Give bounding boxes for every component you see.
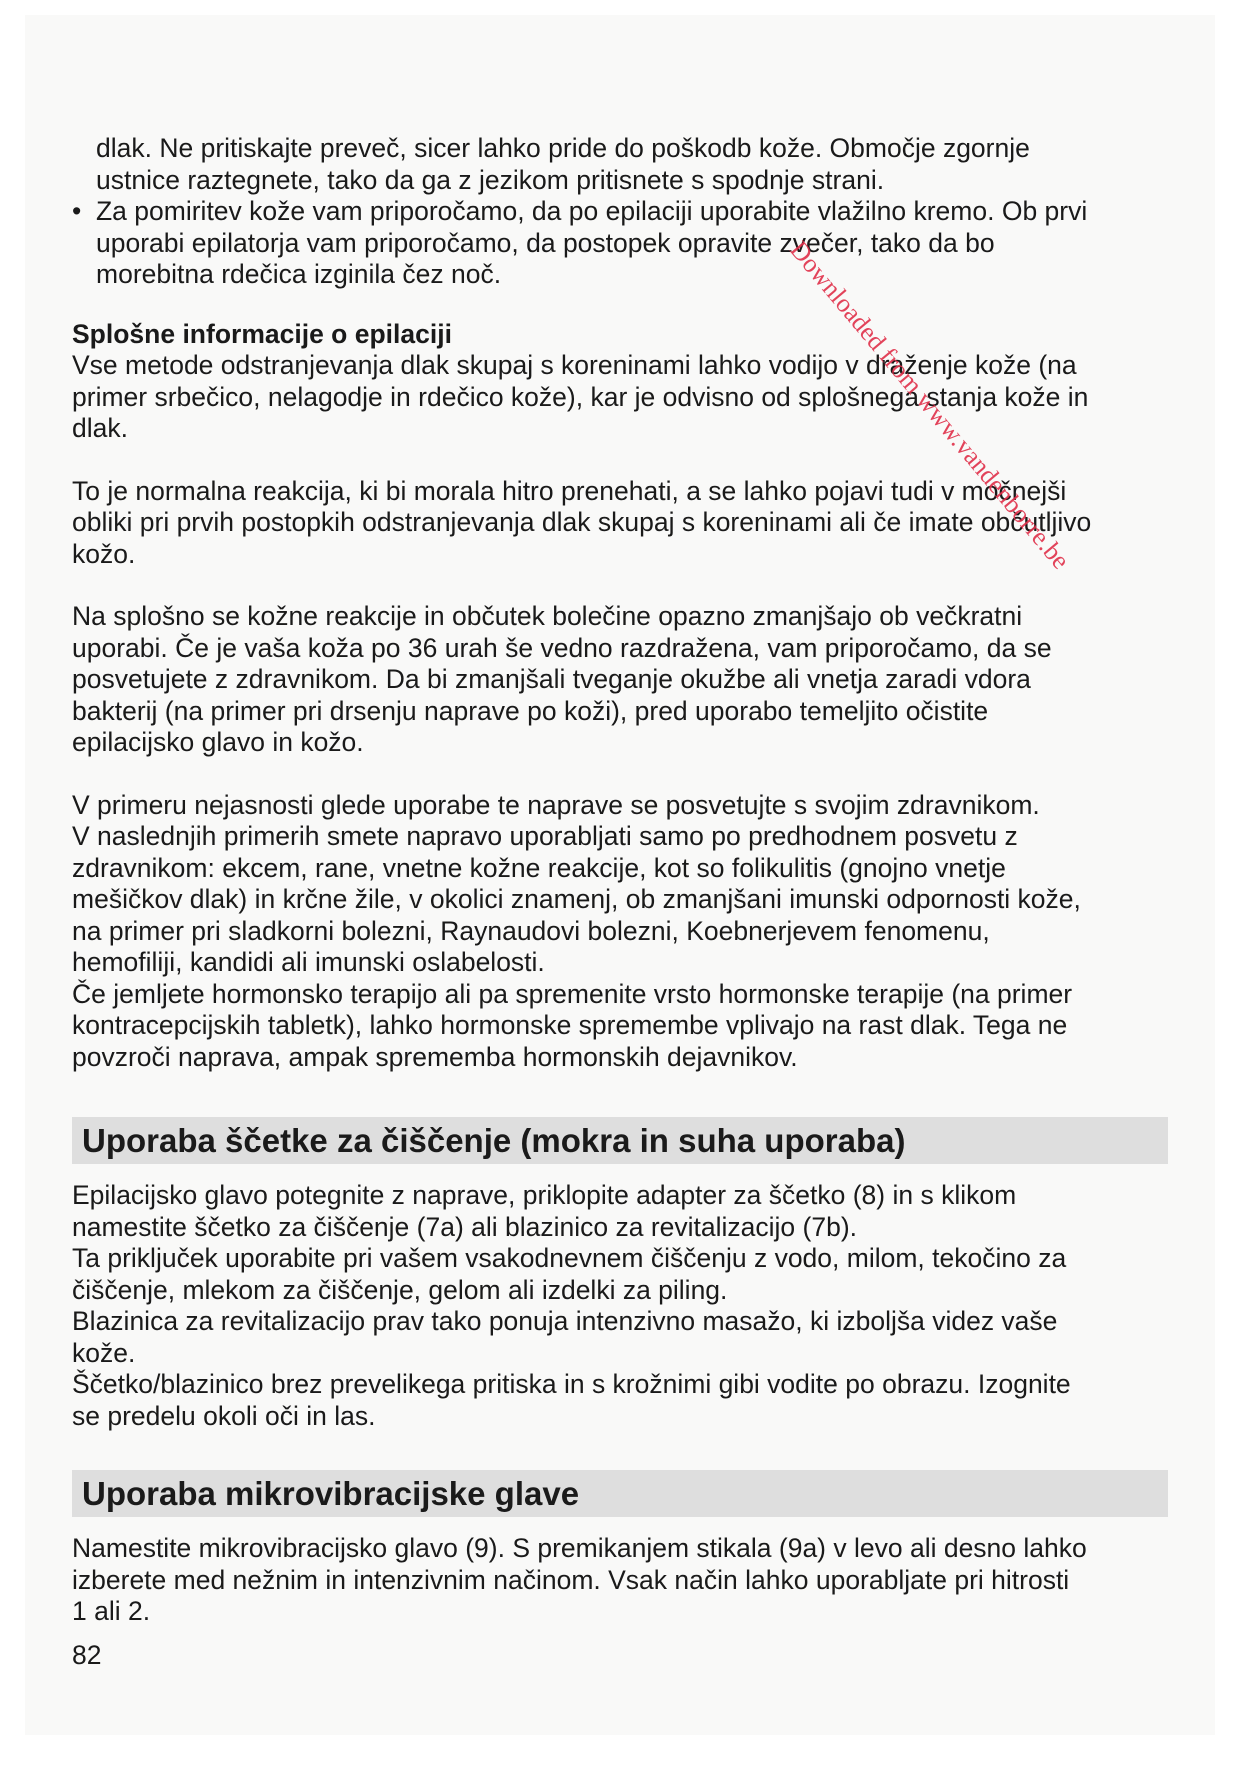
- text-line: primer srbečico, nelagodje in rdečico kože), kar je odvisno od splošnega stanja kože in: [72, 381, 1089, 412]
- text-line: Na splošno se kožne reakcije in občutek bolečine opazno zmanjšajo ob večkratni: [72, 601, 1023, 631]
- text-line: zdravnikom: ekcem, rane, vnetne kožne reakcije, kot so folikulitis (gnojno vnetje: [72, 852, 1006, 883]
- text-line: izberete med nežnim in intenzivnim načinom. Vsak način lahko uporabljate pri hitrosti: [72, 1564, 1070, 1595]
- text-line: obliki pri prvih postopkih odstranjevanja dlak skupaj s koreninami ali če imate občutljivo: [72, 507, 1092, 537]
- paragraph: [72, 601, 1187, 759]
- text-line: To je normalna reakcija, ki bi morala hitro prenehati, a se lahko pojavi tudi v močnejši: [72, 475, 1067, 506]
- text-line: 1 ali 2.: [72, 1596, 151, 1626]
- text-line: kožo.: [72, 538, 136, 569]
- section-title: Uporaba mikrovibracijske glave: [82, 1474, 580, 1512]
- text-line: morebitna rdečica izginila čez noč.: [96, 259, 502, 289]
- paragraph: [72, 790, 1187, 1074]
- bullet-item: [72, 196, 1187, 291]
- text-line: uporabi. Če je vaša koža po 36 urah še vedno razdražena, vam priporočamo, da se: [72, 632, 1052, 663]
- text-line: posvetujete z zdravnikom. Da bi zmanjšali tveganje okužbe ali vnetja zaradi vdora: [72, 664, 1031, 694]
- text-line: V naslednjih primerih smete napravo uporabljati samo po predhodnem posvetu z: [72, 821, 1018, 851]
- text-line: se predelu okoli oči in las.: [72, 1400, 376, 1431]
- text-line: V primeru nejasnosti glede uporabe te naprave se posvetujte s svojim zdravnikom.: [72, 789, 1040, 820]
- text-line: dlak.: [72, 413, 128, 443]
- text-line: povzroči naprava, ampak sprememba hormonskih dejavnikov.: [72, 1041, 798, 1072]
- text-line: hemofiliji, kandidi ali imunski oslabelosti.: [72, 947, 545, 977]
- text-line: kontracepcijskih tabletk), lahko hormonske spremembe vplivajo na rast dlak. Tega ne: [72, 1010, 1068, 1040]
- text-line: namestite ščetko za čiščenje (7a) ali blazinico za revitalizacijo (7b).: [72, 1211, 858, 1242]
- text-line: kože.: [72, 1337, 136, 1368]
- section-header-micro: [72, 1470, 1168, 1517]
- text-line: Namestite mikrovibracijsko glavo (9). S premikanjem stikala (9a) v levo ali desno lahko: [72, 1533, 1087, 1563]
- text-line: mešičkov dlak) in krčne žile, v okolici znamenj, ob zmanjšani imunski odpornosti kože,: [72, 884, 1081, 914]
- text-line: čiščenje, mlekom za čiščenje, gelom ali izdelki za piling.: [72, 1274, 728, 1305]
- subsection-heading: Splošne informacije o epilaciji: [72, 318, 452, 349]
- text-line: uporabi epilatorja vam priporočamo, da postopek opravite zvečer, tako da bo: [96, 227, 995, 258]
- text-line: Epilacijsko glavo potegnite z naprave, priklopite adapter za ščetko (8) in s klikom: [72, 1180, 1017, 1210]
- bullet-mark: •: [72, 196, 82, 226]
- section-title: Uporaba ščetke za čiščenje (mokra in suha uporaba): [82, 1121, 906, 1159]
- text-line: bakterij (na primer pri drsenju naprave po koži), pred uporabo temeljito očistite: [72, 695, 989, 726]
- section-header-brush: [72, 1117, 1168, 1164]
- text-line: na primer pri sladkorni bolezni, Raynaudovi bolezni, Koebnerjevem fenomenu,: [72, 915, 990, 946]
- text-line: Če jemljete hormonsko terapijo ali pa spremenite vrsto hormonske terapije (na primer: [72, 978, 1073, 1009]
- paragraph: [72, 1533, 1187, 1628]
- text-line: epilacijsko glavo in kožo.: [72, 727, 364, 757]
- document-page: [25, 15, 1215, 1735]
- paragraph: [72, 1180, 1187, 1432]
- watermark: Downloaded from www.vandenborre.be: [784, 235, 1076, 575]
- page-content: [72, 15, 1187, 1671]
- text-line: ustnice raztegnete, tako da ga z jezikom pritisnete s spodnje strani.: [96, 164, 885, 195]
- continued-bullet-text: [72, 133, 1187, 196]
- text-line: Blazinica za revitalizacijo prav tako ponuja intenzivno masažo, ki izboljša videz vaše: [72, 1306, 1058, 1336]
- text-line: dlak. Ne pritiskajte preveč, sicer lahko pride do poškodb kože. Območje zgornje: [96, 133, 1030, 163]
- text-line: Vse metode odstranjevanja dlak skupaj s koreninami lahko vodijo v draženje kože (na: [72, 350, 1077, 380]
- text-line: Ta priključek uporabite pri vašem vsakodnevnem čiščenju z vodo, milom, tekočino za: [72, 1243, 1067, 1273]
- paragraph: [72, 350, 1187, 445]
- text-line: Za pomiritev kože vam priporočamo, da po epilaciji uporabite vlažilno kremo. Ob prvi: [96, 196, 1088, 226]
- text-line: Ščetko/blazinico brez prevelikega pritiska in s krožnimi gibi vodite po obrazu. Izognite: [72, 1369, 1071, 1399]
- page-number: 82: [72, 1639, 102, 1670]
